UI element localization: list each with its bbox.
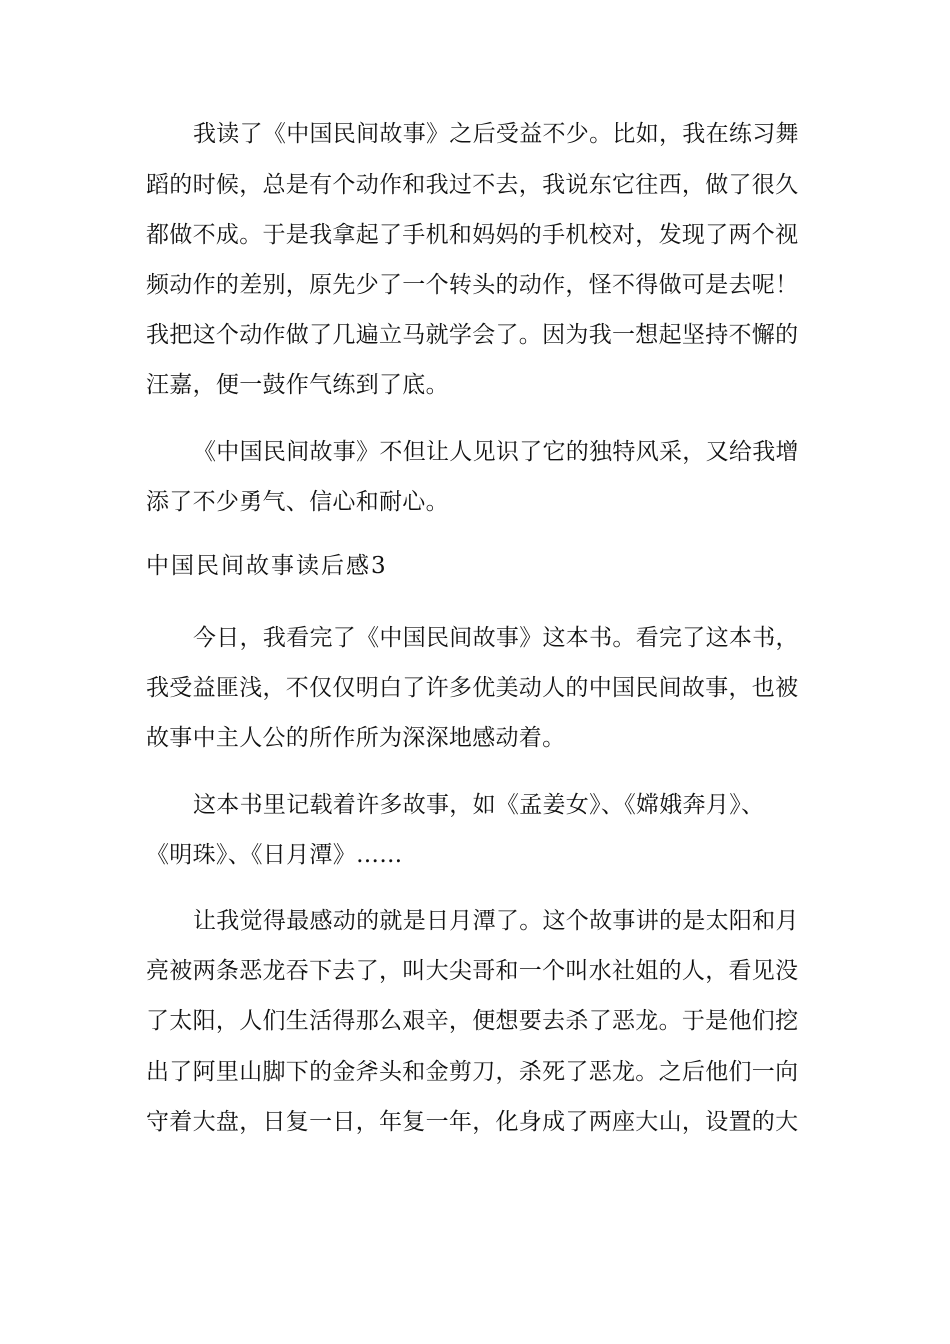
paragraph-1-line-6: 汪嘉，便一鼓作气练到了底。 <box>146 372 449 398</box>
paragraph-1-line-4: 频动作的差别，原先少了一个转头的动作，怪不得做可是去呢！ <box>146 272 799 298</box>
paragraph-3-line-2: 我受益匪浅，不仅仅明白了许多优美动人的中国民间故事，也被 <box>146 675 799 701</box>
paragraph-5-line-5: 守着大盘，日复一日，年复一年，化身成了两座大山，设置的大 <box>146 1109 799 1135</box>
paragraph-1-line-5: 我把这个动作做了几遍立马就学会了。因为我一想起坚持不懈的 <box>146 322 799 348</box>
paragraph-1-line-3: 都做不成。于是我拿起了手机和妈妈的手机校对，发现了两个视 <box>146 222 799 248</box>
paragraph-5-line-2: 亮被两条恶龙吞下去了，叫大尖哥和一个叫水社姐的人，看见没 <box>146 958 799 984</box>
paragraph-1-line-1: 我读了《中国民间故事》之后受益不少。比如，我在练习舞 <box>193 121 799 147</box>
paragraph-5-line-4: 出了阿里山脚下的金斧头和金剪刀，杀死了恶龙。之后他们一向 <box>146 1059 799 1085</box>
paragraph-4-line-1: 这本书里记载着许多故事，如《孟姜女》、《嫦娥奔月》、 <box>193 792 765 818</box>
paragraph-5-line-1: 让我觉得最感动的就是日月潭了。这个故事讲的是太阳和月 <box>193 908 799 934</box>
paragraph-5-line-3: 了太阳，人们生活得那么艰辛，便想要去杀了恶龙。于是他们挖 <box>146 1008 799 1034</box>
paragraph-3-line-1: 今日，我看完了《中国民间故事》这本书。看完了这本书， <box>193 625 799 651</box>
section-heading: 中国民间故事读后感3 <box>146 553 388 579</box>
paragraph-1-line-2: 蹈的时候，总是有个动作和我过不去，我说东它往西，做了很久 <box>146 172 799 198</box>
paragraph-4-line-2: 《明珠》、《日月潭》…… <box>146 842 403 868</box>
paragraph-2-line-2: 添了不少勇气、信心和耐心。 <box>146 489 449 515</box>
paragraph-3-line-3: 故事中主人公的所作所为深深地感动着。 <box>146 725 566 751</box>
paragraph-2-line-1: 《中国民间故事》不但让人见识了它的独特风采，又给我增 <box>193 439 799 465</box>
